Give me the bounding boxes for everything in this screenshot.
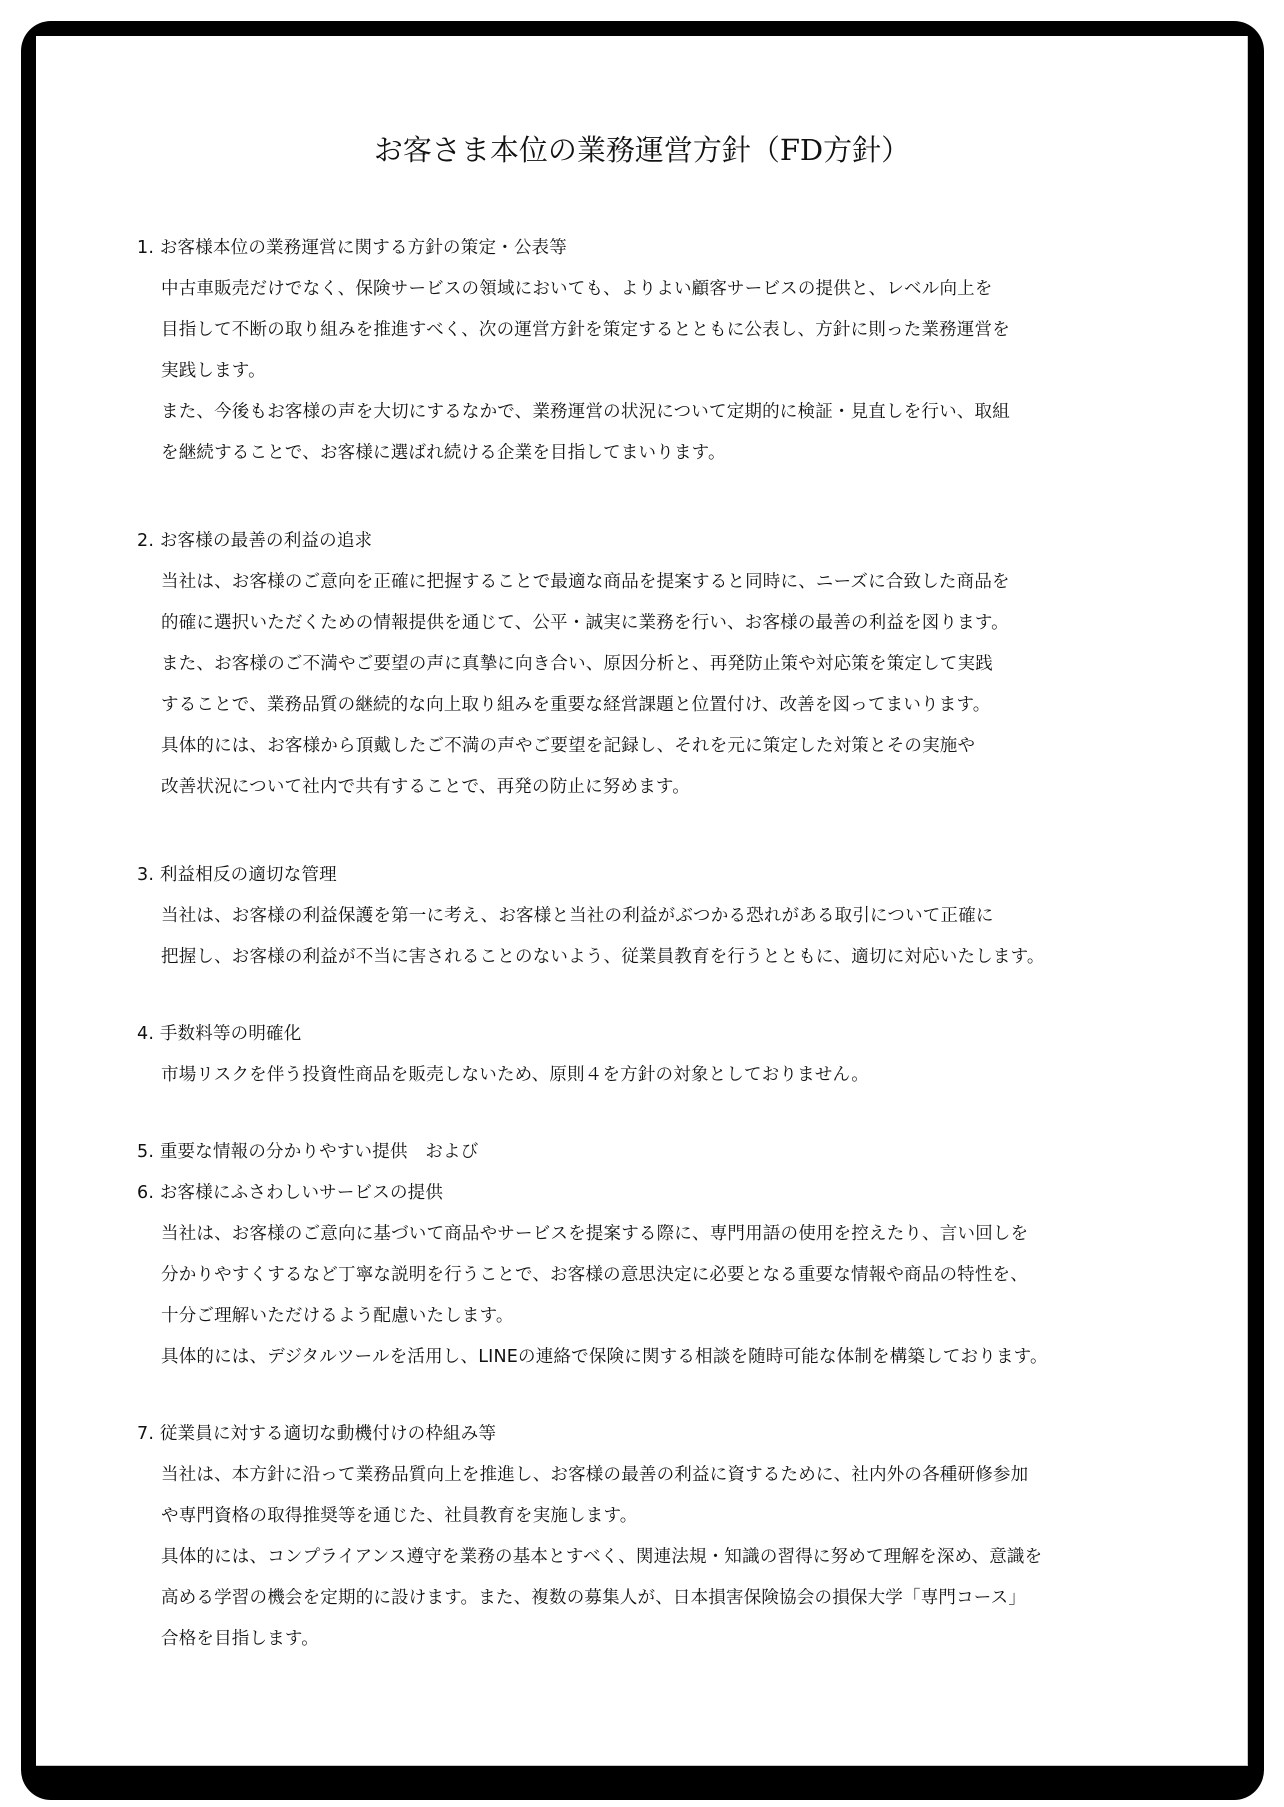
spacer xyxy=(137,1096,1197,1132)
spacer xyxy=(137,808,1197,855)
section-heading: 7. 従業員に対する適切な動機付けの枠組み等 xyxy=(137,1424,497,1444)
section-heading: 2. お客様の最善の利益の追求 xyxy=(137,531,373,551)
section-text: また、お客様のご不満やご要望の声に真摯に向き合い、原因分析と、再発防止策や対応策を策定して実践 xyxy=(161,654,993,674)
section-text: 把握し、お客様の利益が不当に害されることのないよう、従業員教育を行うとともに、適切に対応いたします。 xyxy=(161,947,1045,967)
section-4 xyxy=(137,1014,1197,1096)
section-text: 目指して不断の取り組みを推進すべく、次の運営方針を策定するとともに公表し、方針に則った業務運営を xyxy=(161,320,1010,340)
section-text: を継続することで、お客様に選ばれ続ける企業を目指してまいります。 xyxy=(161,443,726,463)
section-text: 当社は、本方針に沿って業務品質向上を推進し、お客様の最善の利益に資するために、社内外の各種研修参加 xyxy=(161,1465,1029,1485)
section-text: 合格を目指します。 xyxy=(161,1629,319,1649)
section-text: 十分ご理解いただけるよう配慮いたします。 xyxy=(161,1306,514,1326)
section-text: 具体的には、お客様から頂戴したご不満の声やご要望を記録し、それを元に策定した対策とその実施や xyxy=(161,736,976,756)
section-text: 分かりやすくするなど丁寧な説明を行うことで、お客様の意思決定に必要となる重要な情報や商品の特性を、 xyxy=(161,1265,1028,1285)
section-text: や専門資格の取得推奨等を通じた、社員教育を実施します。 xyxy=(161,1506,638,1526)
section-heading: 3. 利益相反の適切な管理 xyxy=(137,865,337,885)
section-text: 中古車販売だけでなく、保険サービスの領域においても、よりよい顧客サービスの提供と、レベル向上を xyxy=(161,279,993,299)
section-text: することで、業務品質の継続的な向上取り組みを重要な経営課題と位置付け、改善を図ってまいります。 xyxy=(161,695,991,715)
spacer xyxy=(137,1378,1197,1414)
section-heading: 5. 重要な情報の分かりやすい提供 および xyxy=(137,1142,479,1162)
section-text: 市場リスクを伴う投資性商品を販売しないため、原則４を方針の対象としておりません。 xyxy=(161,1065,869,1085)
section-heading: 6. お客様にふさわしいサービスの提供 xyxy=(137,1183,444,1203)
section-text: 具体的には、コンプライアンス遵守を業務の基本とすべく、関連法規・知識の習得に努めて理解を深め、意識を xyxy=(161,1547,1043,1567)
section-3 xyxy=(137,855,1197,978)
page-title: お客さま本位の業務運営方針（FD方針） xyxy=(373,133,911,167)
section-2 xyxy=(137,521,1197,808)
section-text: 当社は、お客様のご意向を正確に把握することで最適な商品を提案すると同時に、ニーズに合致した商品を xyxy=(161,572,1010,592)
section-heading: 4. 手数料等の明確化 xyxy=(137,1024,302,1044)
section-text: 当社は、お客様の利益保護を第一に考え、お客様と当社の利益がぶつかる恐れがある取引について正確に xyxy=(161,906,994,926)
section-text: 高める学習の機会を定期的に設けます。また、複数の募集人が、日本損害保険協会の損保大学「専門コース」 xyxy=(161,1588,1027,1608)
policy-content xyxy=(137,228,1197,1660)
section-heading: 1. お客様本位の業務運営に関する方針の策定・公表等 xyxy=(137,238,567,258)
section-text: 具体的には、デジタルツールを活用し、LINEの連絡で保険に関する相談を随時可能な体制を構築しております。 xyxy=(161,1347,1048,1367)
spacer xyxy=(137,978,1197,1014)
section-text: 当社は、お客様のご意向に基づいて商品やサービスを提案する際に、専門用語の使用を控えたり、言い回しを xyxy=(161,1224,1029,1244)
spacer xyxy=(137,474,1197,521)
section-5-6 xyxy=(137,1132,1197,1378)
section-text: 的確に選択いただくための情報提供を通じて、公平・誠実に業務を行い、お客様の最善の利益を図ります。 xyxy=(161,613,1009,633)
section-text: 改善状況について社内で共有することで、再発の防止に努めます。 xyxy=(161,777,690,797)
section-1 xyxy=(137,228,1197,474)
section-text: 実践します。 xyxy=(161,361,266,381)
section-7 xyxy=(137,1414,1197,1660)
section-text: また、今後もお客様の声を大切にするなかで、業務運営の状況について定期的に検証・見直しを行い、取組 xyxy=(161,402,1010,422)
